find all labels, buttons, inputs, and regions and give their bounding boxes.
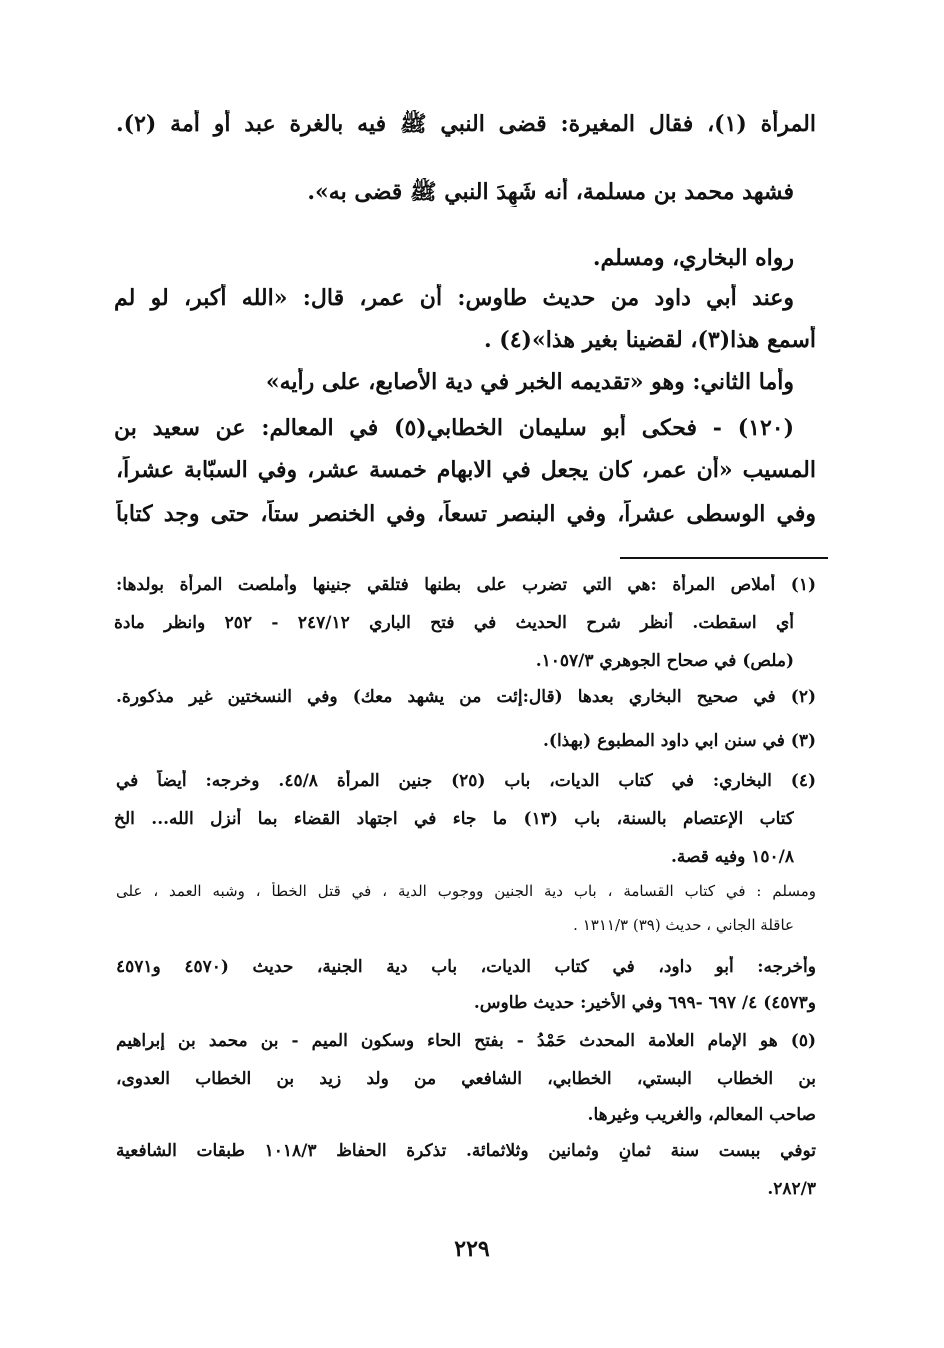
footnote-line-16: توفي ببست سنة ثمانٍ وثمانين وثلاثمائة. تذكرة الحفاظ ١٠١٨/٣ طبقات الشافعية xyxy=(116,1141,816,1161)
footnote-separator xyxy=(620,557,828,559)
footnote-line-12: و٤٥٧٣) ٤/ ٦٩٧ -٦٩٩ وفي الأخير: حديث طاوس. xyxy=(473,993,816,1013)
body-line-2: فشهد محمد بن مسلمة، أنه شَهِدَ النبي ﷺ قضى به». xyxy=(307,179,794,205)
footnote-line-4: (٢) في صحيح البخاري بعدها (قال:إئت من يشهد معك) وفي النسختين غير مذكورة. xyxy=(116,687,816,707)
footnote-line-14: بن الخطاب البستي، الخطابي، الشافعي من ولد زيد بن الخطاب العدوى، xyxy=(116,1069,816,1089)
body-line-5: أسمع هذا(٣)، لقضينا بغير هذا»(٤) . xyxy=(483,327,816,353)
body-line-3: رواه البخاري، ومسلم. xyxy=(592,245,794,271)
body-line-1: المرأة (١)، فقال المغيرة: قضى النبي ﷺ فيه بالغرة عبد أو أمة (٢). xyxy=(116,111,816,137)
footnote-line-6: (٤) البخاري: في كتاب الديات، باب (٢٥) جنين المرأة ٤٥/٨. وخرجه: أيضاً في xyxy=(116,771,816,791)
footnote-line-13: (٥) هو الإمام العلامة المحدث حَمْدُ - بفتح الحاء وسكون الميم - بن محمد بن إبراهيم xyxy=(116,1031,816,1051)
footnote-line-3: (ملص) في صحاح الجوهري ١٠٥٧/٣. xyxy=(535,651,794,671)
footnote-line-15: صاحب المعالم، والغريب وغيرها. xyxy=(587,1105,816,1125)
body-line-6: وأما الثاني: وهو «تقديمه الخبر في دية الأصابع، على رأيه» xyxy=(265,369,794,395)
footnote-line-1: (١) أملاص المرأة :هي التي تضرب على بطنها فتلقي جنينها وأملصت المرأة بولدها: xyxy=(116,575,816,595)
body-line-7: (١٢٠) - فحكى أبو سليمان الخطابي(٥) في المعالم: عن سعيد بن xyxy=(114,415,794,441)
footnote-line-17: ٢٨٢/٣. xyxy=(767,1179,816,1199)
footnote-line-11: وأخرجه: أبو داود، في كتاب الديات، باب دية الجنية، حديث (٤٥٧٠ و٤٥٧١ xyxy=(116,957,816,977)
footnote-line-8: ١٥٠/٨ وفيه قصة. xyxy=(670,847,794,867)
footnote-line-10: عاقلة الجاني ، حديث (٣٩) ١٣١١/٣ . xyxy=(573,916,794,934)
page-number: ٢٢٩ xyxy=(454,1236,490,1262)
footnote-line-9: ومسلم : في كتاب القسامة ، باب دية الجنين ووجوب الدية ، في قتل الخطأ ، وشبه العمد ، على xyxy=(116,882,816,900)
body-line-9: وفي الوسطى عشراً، وفي البنصر تسعاً، وفي الخنصر ستاً، حتى وجد كتاباً xyxy=(116,501,816,527)
body-line-8: المسيب «أن عمر، كان يجعل في الابهام خمسة عشر، وفي السبّابة عشراً، xyxy=(116,457,816,483)
footnote-line-2: أي اسقطت. أنظر شرح الحديث في فتح الباري ٢٤٧/١٢ - ٢٥٢ وانظر مادة xyxy=(114,613,794,633)
footnote-line-7: كتاب الإعتصام بالسنة، باب (١٣) ما جاء في اجتهاد القضاء بما أنزل الله... الخ xyxy=(114,809,794,829)
body-line-4: وعند أبي داود من حديث طاوس: أن عمر، قال: «الله أكبر، لو لم xyxy=(114,285,794,311)
footnote-line-5: (٣) في سنن ابي داود المطبوع (بهذا). xyxy=(542,731,816,751)
